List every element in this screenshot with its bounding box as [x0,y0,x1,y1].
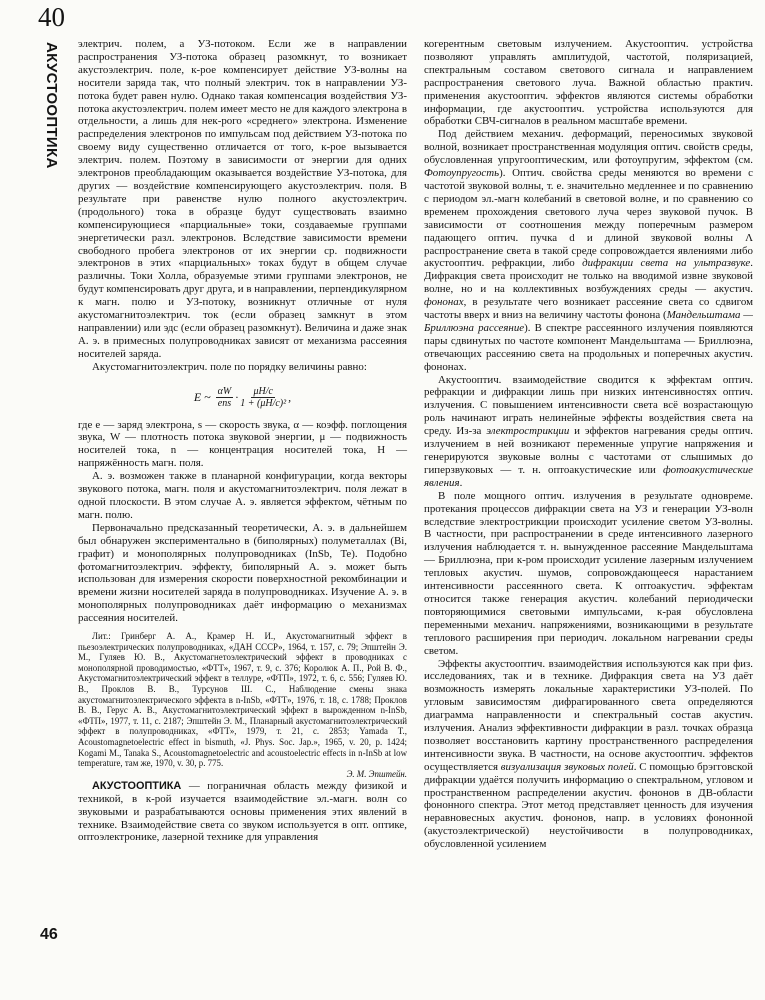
text-run: . Дифракция света происходит не только на вводимой извне звуковой волне, но и на коллективных возбуждениях среды — акустич. [424,257,753,296]
text-run: Акустооптич. взаимодействие сводится к эффектам оптич. рефракции и дифракции лишь при низких интенсивностях оптич. излучения. С повышением интенсивности света всё возрастающую роль начинают играть нелинейные эффекты воздействия света на среду. Из-за [424,373,753,438]
formula-numerator: μH/c [253,385,273,397]
paragraph: А. э. возможен также в планарной конфигурации, когда векторы звукового потока, магн. поля и акустомагнитоэлектрич. поля лежат в одной плоскости. В этом случае А. э. является эффектом, чётным по магн. полю. [78,470,407,521]
text-run: ). В спектре рассеянного излучения появляются пары сдвинутых по частоте компонент Мандельштама — Бриллюэна, отвечающих рассеянию света на продольных и поперечных акустич. фононах. [424,321,753,373]
text-run: Эффекты акустооптич. взаимодействия используются как при физ. исследованиях, так и в технике. Дифракция света на УЗ даёт возможность измерять локальные характеристики УЗ-полей. По угловым зависимостям дифрагированного света определяются диаграмма направленности и спектральный состав акустич. излучения. Анализ эффективности дифракции в разл. точках образца позволяет восстановить картину пространственного распределения интенсивности звука. В частности, на основе акустооптич. эффектов осуществляется [424,657,753,773]
text-run: и эффектов нагревания среды оптич. излучением в ней возникают переменные упругие напряжения и генерируются звуковые волны с частотами от слышимых до гиперзвуковых — т. н. оптоакустические или [424,425,753,476]
cross-reference: Мандельштама — Бриллюэна рассеяние [424,309,753,334]
paragraph: Первоначально предсказанный теоретически, А. э. в дальнейшем был обнаружен экспериментально в (биполярных) полуметаллах (Bi, графит) и монополярных полупроводниках (InSb, Te). Подобно фотомагнитоэлектрич. эффекту, биполярный А. э. может быть использован для измерения скорости поверхностной рекомбинации и времени жизни носителей заряда в полупроводниках. Изучение А. э. в монополярных полупроводниках даёт информацию о механизмах рассеяния носителей. [78,521,407,625]
text-run: , в результате чего возникает рассеяние света со сдвигом частоты вверх и вниз на величину частоты фонона ( [424,296,753,322]
formula-fraction-1 [216,386,234,409]
right-column [424,38,753,851]
text-run: Под действием механич. деформаций, переносимых звуковой волной, возникает пространственная модуляция оптич. свойств среды, обусловленная упругооптическим, или фотоупругим, эффектом (см. [424,128,753,167]
paragraph [424,658,753,852]
cross-reference: фононах [424,296,464,309]
formula-denominator: 1 + (μH/c)² [240,397,287,409]
formula-dot: · [235,389,239,404]
cross-reference: Фотоупругость [424,167,500,180]
paragraph: когерентным световым излучением. Акустооптич. устройства позволяют управлять амплитудой, частотой, поляризацией, спектральным составом светового сигнала и направлением распространения светового луча. Важной областью практич. применения акустооптич. эффектов являются системы обработки информации, где акустооптич. устройства используются для обработки СВЧ-сигналов в реальном масштабе времени. [424,38,753,128]
paragraph [424,128,753,373]
formula-denominator: ens [217,397,232,409]
paragraph: Акустомагнитоэлектрич. поле по порядку величины равно: [92,360,367,373]
page-number: 40 [38,2,65,32]
formula [78,386,407,409]
paragraph [424,374,753,490]
text-run: . [459,476,463,489]
formula-lhs: E ~ [193,389,211,404]
cross-reference: фотоакустические явления [424,463,753,489]
paragraph: В поле мощного оптич. излучения в результате одновреме. протекания процессов дифракции света на УЗ и генерации УЗ-волн вследствие электрострикции происходит усиление светом УЗ-волны. В частности, при распространении в среде интенсивного лазерного излучения наблюдается т. н. вынужденное рассеяние Мандельштама — Бриллюэна, при к-ром происходит усиление лазерным излучением тепловых акустич. шумов, сопровождающееся нарастанием интенсивности рассеянного света. К оптоакустич. эффектам относится также генерация акустич. колебаний периодически повторяющимися световыми импульсами, к-рая обусловлена переменными механич. напряжениями, возникающими в результате теплового расширения при периодич. локальном нагревании среды светом. [424,489,753,657]
left-column [78,38,407,844]
formula-tail: , [288,389,292,404]
text-run: ). Оптич. свойства среды меняются во времени с частотой звуковой волны, т. е. значительно медленнее и по сравнению с периодом эл.-магн колебаний в световой волне, и по сравнению со временем прохождения светового луча через звуковой пучок. В зависимости от соотношения между поперечным размером падающего оптич. пучка d и длиной звуковой волны Λ распространение света в такой среде сопровождается явлениями либо акустооптич. рефракции, либо [424,167,753,270]
cross-reference: визуализация звуковых полей [500,760,634,773]
text-run: . С помощью брэгговской дифракции удаётся получить информацию о спектральном, угловом и пространственном распределении акустич. фононов в ДВ-области фононного спектра. Этот метод представляет ценность для изучения неравновесных акустич. фононов, напр. в условиях фононной (акустоэлектрической) неустойчивости в полупроводниках, обусловленной усилением [424,760,754,851]
article-start [78,780,407,845]
paragraph: электрич. полем, а УЗ-потоком. Если же в направлении распространения УЗ-потока образец разомкнут, то возникает акустоэлектрич. поле, к-рое компенсирует действие УЗ-волны на носители заряда так, что полный электрич. ток в направлении УЗ-потока будет равен нулю. Однако такая компенсация воздействия УЗ-потока акустоэлектрич. полем имеет место не для каждого электрона в отдельности, а лишь для нек-рого «среднего» электрона. Изменение распределения электронов по импульсам под действием УЗ-потока по своему виду существенно отличается от того, к-рое вызывается электрич. полем. Поэтому в зависимости от энергии для одних электронов преобладающим оказывается воздействие УЗ-потока, для других — воздействие компенсирующего акустоэлектрич. поля. В результате при равенстве нулю полного акустоэлектрич. (продольного) тока в образце будут существовать взаимно компенсирующиеся «парциальные» токи, создаваемые группами энергетически разл. электронов. Вследствие зависимости времени свободного пробега электронов от их энергии ср. подвижности электронов в этих «парциальных» токах будут в общем случае различны. Токи Холла, образуемые этими группами электронов, не будут компенсировать друг друга, и в направлении, перпендикулярном к магн. полю и УЗ-потоку, возникнут отличные от нуля акустомагнитоэлектрич. ток (если образец замкнут в этом направлении) или эдс (если образец разомкнут). Величина и даже знак А. э. в примесных полупроводниках зависят от механизма рассеяния носителей заряда. [78,38,407,360]
column-number: 46 [40,926,58,943]
side-heading [38,42,60,222]
paragraph: где e — заряд электрона, s — скорость звука, α — коэфф. поглощения звука, W — плотность потока звуковой энергии, μ — подвижность носителей тока, n — концентрация носителей тока, H — напряжённость магн. поля. [78,418,407,470]
article-text: — пограничная область между физикой и техникой, в к-рой изучается взаимодействие эл.-магн. волн со звуковыми и разрабатываются основы применения этих явлений в технике. Взаимодействие света со звуком используется в опт. оптике, оптоэлектронике, лазерной технике для управления [78,779,407,844]
side-heading-text: АКУСТООПТИКА [43,42,60,169]
headword: АКУСТООПТИКА [92,779,182,792]
cross-reference: дифракции света на ультразвуке [582,257,751,270]
cross-reference: электрострикции [486,425,570,438]
formula-numerator: αW [217,385,232,397]
author-signature: Э. М. Эпштейн. [346,768,407,779]
formula-fraction-2 [240,386,286,409]
literature-list: Лит.: Гринберг А. А., Крамер Н. И., Акустомагнитный эффект в пьезоэлектрических полупроводниках, «ДАН СССР», 1964, т. 157, с. 79; Эпштейн Э. М., Гуляев Ю. В., Акустомагнетоэлектрический эффект в проводниках с монополярной проводимостью, «ФТТ», 1967, т. 9, с. 376; Королюк А. П., Рой В. Ф., Акустомагнитоэлектрический эффект в теллуре, «ФТП», 1972, т. 6, с. 556; Гуляев Ю. В., Проклов В. В., Турсунов Ш. С., Наблюдение смены знака акустомагнитоэлектрического эффекта в n-InSb, «ФТТ», 1976, т. 18, с. 1788; Проклов В. В., Герус А. В., Акустомагнитоэлектрический эффект в вырожденном n-InSb, «ФТП», 1977, т. 11, с. 2187; Эпштейн Э. М., Планарный акустомагнитоэлектрический эффект в полупроводниках, «ФТТ», 1979, т. 21, с. 2853; Yamada T., Acoustomagnetoelectric effect in bismuth, «J. Phys. Soc. Jap.», 1965, v. 20, p. 1424; Kogami M., Tanaka S., Acoustomagnetoelectric and acoustoelectric effects in n-InSb at low temperature, там же, 1970, v. 30, p. 775. [78,631,407,769]
